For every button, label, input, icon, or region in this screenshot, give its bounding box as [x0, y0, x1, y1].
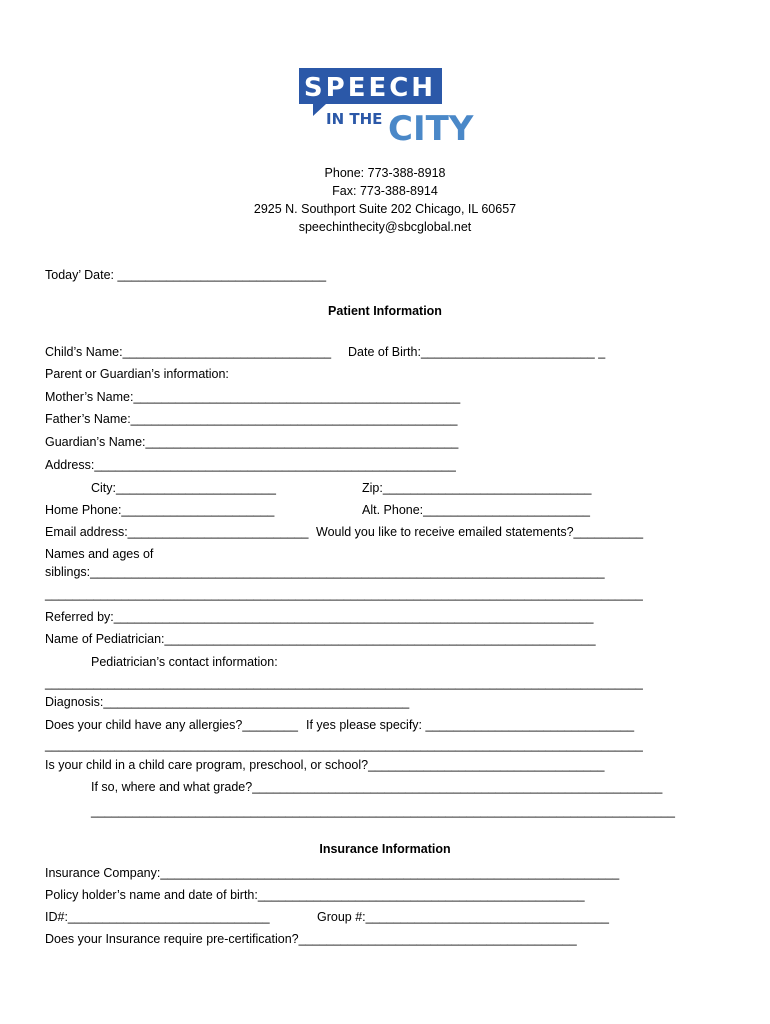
- insurance-company-field[interactable]: Insurance Company:__________________________________________________________________: [45, 866, 620, 880]
- siblings-label: Names and ages of: [45, 547, 154, 561]
- email-address-field[interactable]: Email address:__________________________: [45, 525, 309, 539]
- contact-phone: Phone: 773-388-8918: [324, 166, 446, 180]
- patient-information-heading: Patient Information: [328, 304, 442, 318]
- emailed-statements-field[interactable]: Would you like to receive emailed statements?__________: [316, 525, 644, 539]
- siblings-continuation-line[interactable]: ______________________________________________________________________________________: [45, 587, 643, 601]
- logo-graphic: [296, 66, 474, 146]
- logo-in-the-text: IN THE: [326, 110, 383, 128]
- parent-info-label: Parent or Guardian’s information:: [45, 367, 229, 381]
- pediatrician-contact-label: Pediatrician’s contact information:: [91, 655, 278, 669]
- father-name-field[interactable]: Father’s Name:_______________________________________________: [45, 412, 458, 426]
- pediatrician-contact-field[interactable]: ______________________________________________________________________________________: [45, 676, 643, 690]
- child-name-field[interactable]: Child’s Name:______________________________: [45, 345, 332, 359]
- today-date-field[interactable]: Today’ Date: ______________________________: [45, 268, 327, 282]
- siblings-field[interactable]: siblings:__________________________________________________________________________: [45, 565, 605, 579]
- logo-speech-text: SPEECH: [303, 73, 437, 103]
- pediatrician-name-field[interactable]: Name of Pediatrician:______________________________________________________________: [45, 632, 596, 646]
- allergies-field[interactable]: Does your child have any allergies?________: [45, 718, 298, 732]
- child-care-field[interactable]: Is your child in a child care program, preschool, or school?__________________________________: [45, 758, 605, 772]
- allergies-continuation-line[interactable]: ______________________________________________________________________________________: [45, 738, 643, 752]
- logo-city-text: CITY: [388, 109, 474, 146]
- contact-email: speechinthecity@sbcglobal.net: [298, 220, 472, 234]
- child-care-continuation-line[interactable]: ____________________________________________________________________________________: [91, 804, 675, 818]
- insurance-information-heading: Insurance Information: [319, 842, 451, 856]
- pre-certification-field[interactable]: Does your Insurance require pre-certification?________________________________________: [45, 932, 577, 946]
- contact-fax: Fax: 773-388-8914: [332, 184, 438, 198]
- speech-in-the-city-logo: [296, 66, 474, 146]
- child-care-grade-field[interactable]: If so, where and what grade?___________________________________________________________: [91, 780, 663, 794]
- alt-phone-field[interactable]: Alt. Phone:________________________: [362, 503, 590, 517]
- contact-address: 2925 N. Southport Suite 202 Chicago, IL 60657: [253, 202, 517, 216]
- guardian-name-field[interactable]: Guardian’s Name:_____________________________________________: [45, 435, 459, 449]
- allergies-specify-field[interactable]: If yes please specify: ______________________________: [306, 718, 635, 732]
- home-phone-field[interactable]: Home Phone:______________________: [45, 503, 275, 517]
- city-field[interactable]: City:_______________________: [91, 481, 276, 495]
- zip-field[interactable]: Zip:______________________________: [362, 481, 592, 495]
- diagnosis-field[interactable]: Diagnosis:____________________________________________: [45, 695, 410, 709]
- address-field[interactable]: Address:____________________________________________________: [45, 458, 456, 472]
- referred-by-field[interactable]: Referred by:_____________________________________________________________________: [45, 610, 594, 624]
- group-number-field[interactable]: Group #:___________________________________: [317, 910, 609, 924]
- mother-name-field[interactable]: Mother’s Name:_______________________________________________: [45, 390, 461, 404]
- insurance-id-field[interactable]: ID#:_____________________________: [45, 910, 270, 924]
- contact-block: [0, 164, 770, 236]
- policy-holder-field[interactable]: Policy holder’s name and date of birth:_______________________________________________: [45, 888, 585, 902]
- date-of-birth-field[interactable]: Date of Birth:_________________________ _: [348, 345, 606, 359]
